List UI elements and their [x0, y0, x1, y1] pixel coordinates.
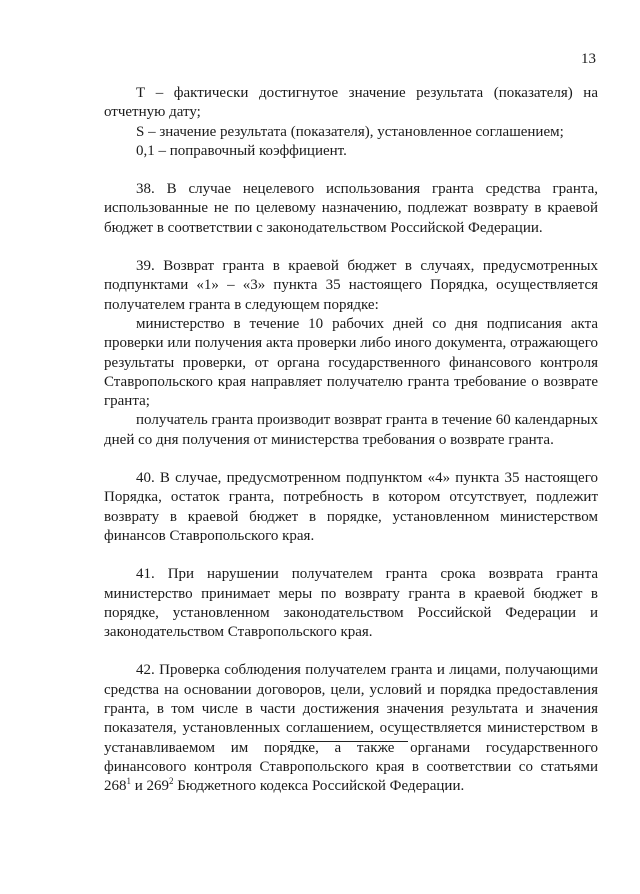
paragraph-coefficient: 0,1 – поправочный коэффициент. — [136, 142, 347, 159]
paragraph-s-definition: S – значение результата (показателя), установленное соглашением; — [136, 123, 564, 140]
closing-divider-line — [290, 741, 408, 742]
article-269-superscript: 2 — [169, 776, 174, 787]
paragraph-38: 38. В случае нецелевого использования гранта средства гранта, использованные не по целевому назначению, подлежат возврату в краевой бюджет в соответствии с законодательством Российской Федерации. — [104, 181, 598, 236]
paragraph-t-definition: Т – фактически достигнутое значение результата (показателя) на отчетную дату; — [104, 85, 598, 121]
paragraph-40: 40. В случае, предусмотренном подпунктом «4» пункта 35 настоящего Порядка, остаток гранта, потребность в котором отсутствует, подлежит возврату в краевой бюджет в порядке, установленном министерством финансов Ставропольского края. — [104, 470, 598, 544]
paragraph-42-text-2: и 269 — [131, 778, 170, 795]
paragraph-41: 41. При нарушении получателем гранта срока возврата гранта министерство принимает меры по возврату гранта в краевой бюджет в порядке, установленном законодательством Российской Федерации и законодательством Ставропольского края. — [104, 566, 598, 641]
article-268-superscript: 1 — [126, 776, 131, 787]
document-body — [104, 84, 598, 797]
paragraph-39-ministry: министерство в течение 10 рабочих дней со дня подписания акта проверки или получения акта проверки либо иного документа, отражающего результаты проверки, от органа государственного финансового контроля Ставропольского края направляет получателю гранта требование о возврате гранта; — [104, 315, 598, 410]
page-number: 13 — [581, 51, 596, 67]
paragraph-39: 39. Возврат гранта в краевой бюджет в случаях, предусмотренных подпунктами «1» – «3» пункта 35 настоящего Порядка, осуществляется получателем гранта в следующем порядке: — [104, 258, 598, 313]
paragraph-42 — [104, 661, 598, 796]
paragraph-39-recipient: получатель гранта производит возврат гранта в течение 60 календарных дней со дня получения от министерства требования о возврате гранта. — [104, 412, 598, 448]
paragraph-42-text-1: 42. Проверка соблюдения получателем гранта и лицами, получающими средства на основании договоров, цели, условий и порядка предоставления гранта, в том числе в части достижения значения результата и значения показателя, установленных соглашением, осуществляется министерством в устанавливаемом им порядке, а также органами государственного финансового контроля Ставропольского края в соответствии со статьями 268 — [104, 662, 598, 795]
paragraph-42-text-3: Бюджетного кодекса Российской Федерации. — [173, 778, 465, 795]
